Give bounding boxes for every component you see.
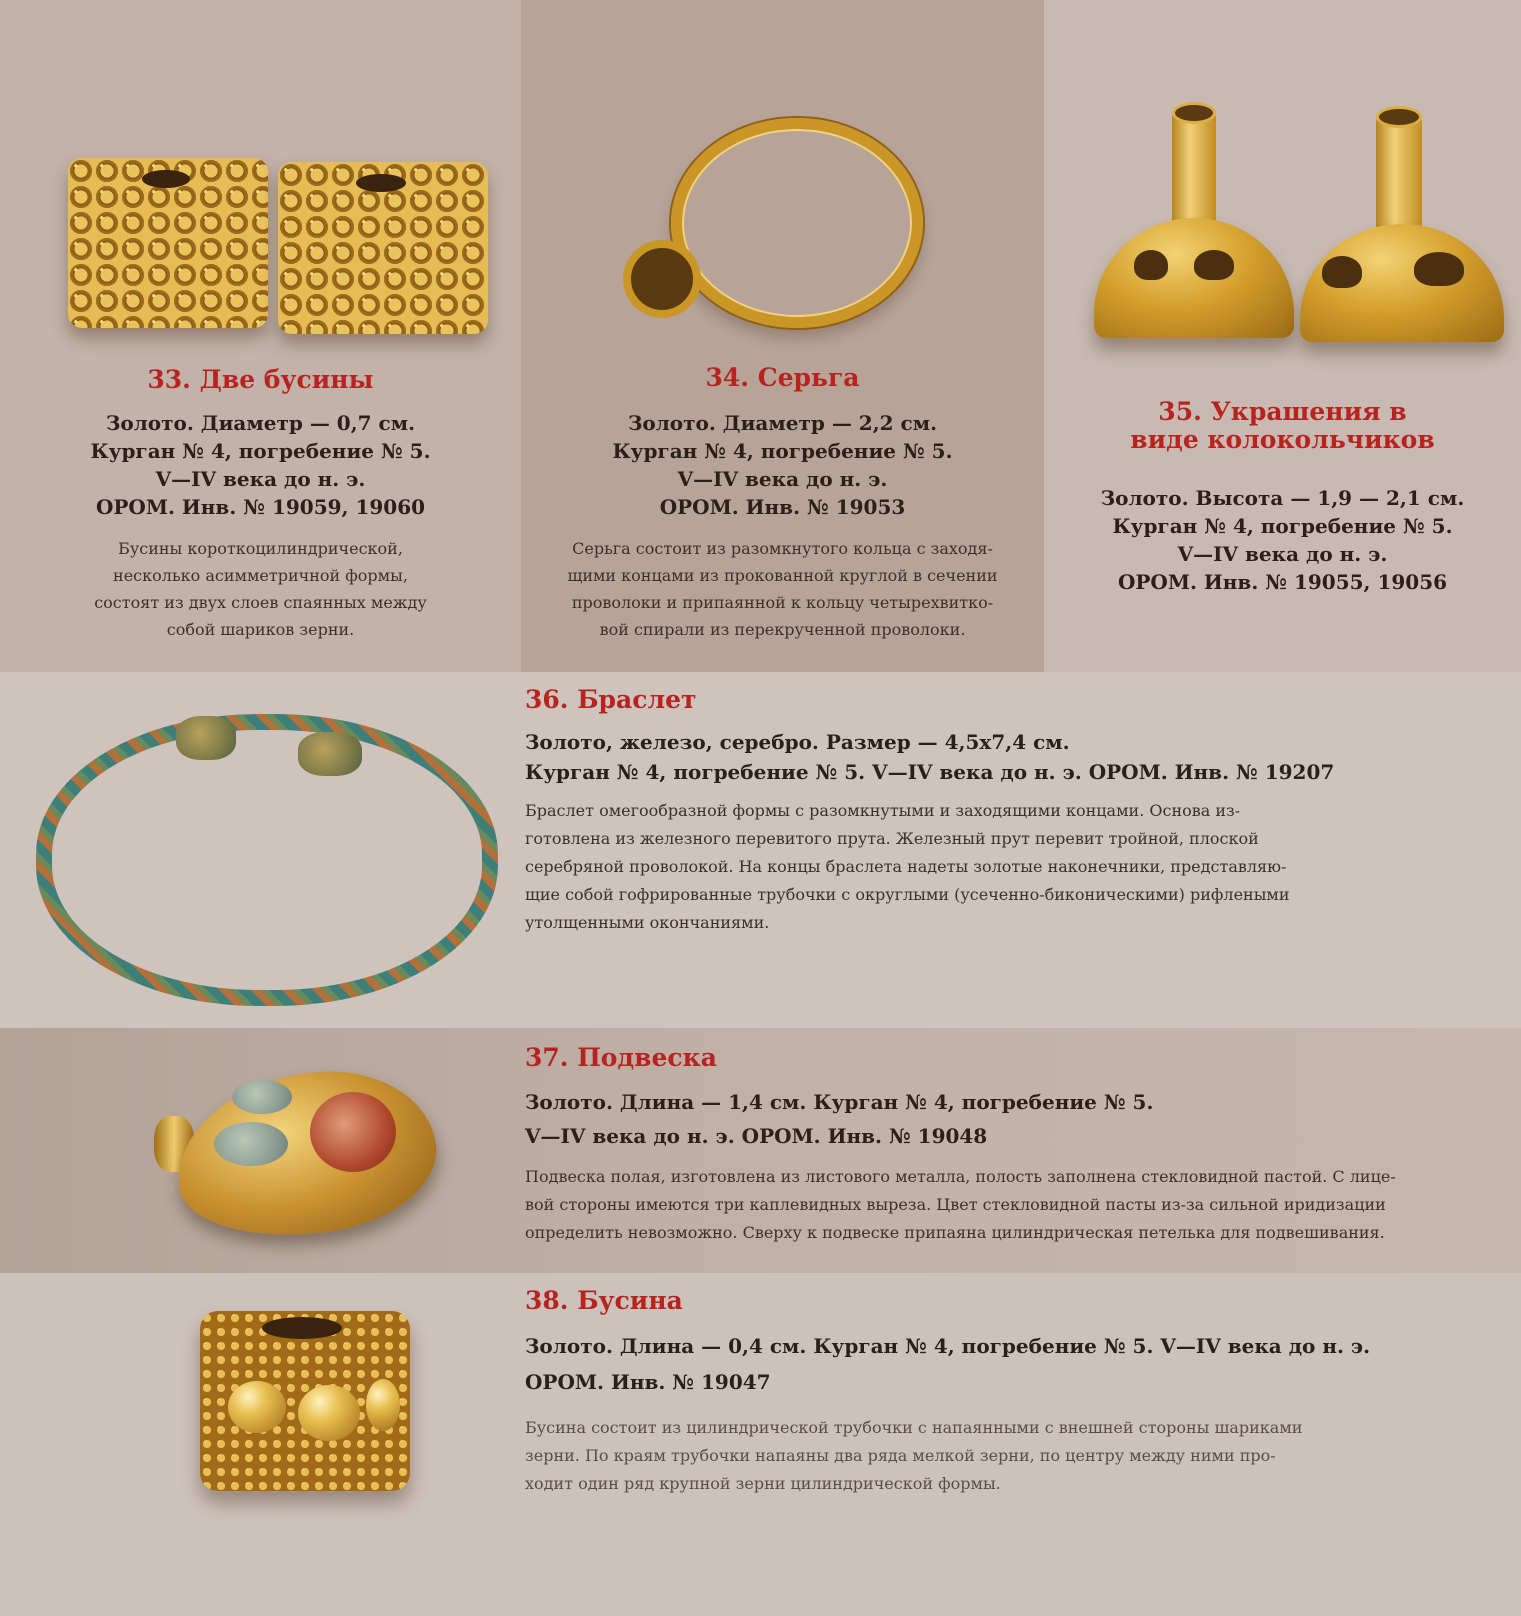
item-35-column: [1044, 0, 1521, 672]
item-36-photo-bracelet: [36, 702, 476, 992]
item-33-photo-two-gold-beads: [60, 140, 500, 340]
spec-line: ОРОМ. Инв. № 19047: [525, 1369, 771, 1394]
desc-line: щими концами из прокованной круглой в сечении: [567, 565, 998, 585]
spec-line: Золото. Диаметр — 2,2 см.: [627, 410, 938, 435]
item-35-photo-bell-ornaments: [1074, 100, 1514, 350]
spec-line: ОРОМ. Инв. № 19053: [659, 494, 906, 519]
desc-line: утолщенными окончаниями.: [525, 912, 770, 932]
desc-line: вой спирали из перекрученной проволоки.: [599, 619, 966, 639]
bead-hole: [262, 1317, 342, 1339]
bell-right-cutout: [1414, 252, 1464, 286]
item-37-description: [525, 1163, 1485, 1247]
bell-right-cutout: [1322, 256, 1362, 288]
desc-line: Бусины короткоцилиндрической,: [118, 538, 403, 558]
desc-line: состоят из двух слоев спаянных между: [94, 592, 427, 612]
item-38-caption: [525, 1287, 1485, 1498]
bell-left-cutout: [1194, 250, 1234, 280]
bell-right-tube: [1376, 114, 1422, 238]
spec-line: Курган № 4, погребение № 5.: [612, 438, 953, 463]
bell-left-tube-opening: [1172, 102, 1216, 124]
item-38-title: 38. Бусина: [525, 1286, 683, 1315]
bell-left-cup: [1094, 218, 1294, 338]
desc-line: несколько асимметричной формы,: [113, 565, 408, 585]
item-33-column: [0, 0, 521, 672]
bracelet-gold-tip-right: [298, 732, 362, 776]
item-36-title: 36. Браслет: [525, 685, 697, 714]
item-34-description: [521, 535, 1044, 643]
spec-line: V—IV века до н. э.: [1177, 542, 1388, 566]
item-38-photo-bead: [190, 1301, 430, 1501]
item-36-specs: [525, 727, 1485, 787]
title-line: 35. Украшения в: [1158, 397, 1407, 426]
item-37-section: [0, 1028, 1521, 1273]
bell-right-tube-opening: [1376, 106, 1422, 128]
bell-left-tube: [1172, 110, 1216, 230]
spec-line: Золото, железо, серебро. Размер — 4,5х7,4 см.: [525, 729, 1070, 754]
item-34-caption: [521, 364, 1044, 643]
spec-line: V—IV века до н. э. ОРОМ. Инв. № 19048: [525, 1123, 988, 1148]
desc-line: Серьга состоит из разомкнутого кольца с заходя-: [572, 538, 993, 558]
desc-line: Браслет омегообразной формы с разомкнутыми и заходящими концами. Основа из-: [525, 800, 1241, 820]
spec-line: Курган № 4, погребение № 5.: [1112, 514, 1453, 538]
desc-line: серебряной проволокой. На концы браслета надеты золотые наконечники, представляю-: [525, 856, 1287, 876]
item-34-photo-earring: [611, 100, 951, 340]
bell-left-cutout: [1134, 250, 1168, 280]
earring-spiral: [623, 240, 701, 318]
item-37-title: 37. Подвеска: [525, 1043, 717, 1072]
desc-line: Подвеска полая, изготовлена из листового металла, полость заполнена стекловидной пастой. С лице-: [525, 1166, 1396, 1186]
item-34-title: 34. Серьга: [705, 363, 860, 392]
title-line: виде колокольчиков: [1130, 425, 1435, 454]
desc-line: щие собой гофрированные трубочки с округлыми (усеченно-биконическими) рифлеными: [525, 884, 1290, 904]
spec-line: ОРОМ. Инв. № 19059, 19060: [95, 494, 426, 519]
spec-line: Золото. Диаметр — 0,7 см.: [105, 410, 416, 435]
item-33-specs: [0, 409, 521, 521]
item-38-specs: [525, 1328, 1485, 1400]
spec-line: Золото. Длина — 1,4 см. Курган № 4, погребение № 5.: [525, 1089, 1154, 1114]
item-34-column: [521, 0, 1044, 672]
spec-line: Курган № 4, погребение № 5. V—IV века до н. э. ОРОМ. Инв. № 19207: [525, 759, 1335, 784]
item-36-caption: [525, 686, 1485, 937]
item-35-specs: [1044, 484, 1521, 596]
item-33-caption: [0, 366, 521, 643]
item-38-section: [0, 1273, 1521, 1616]
item-33-title: 33. Две бусины: [147, 365, 374, 394]
desc-line: проволоки и припаянной к кольцу четырехвитко-: [571, 592, 994, 612]
desc-line: вой стороны имеются три каплевидных выреза. Цвет стекловидной пасты из-за сильной иридизации: [525, 1194, 1386, 1214]
pendant-cutout: [214, 1122, 288, 1166]
pendant-cutout: [232, 1080, 292, 1114]
bead-large-granule: [366, 1379, 400, 1431]
spec-line: V—IV века до н. э.: [155, 466, 366, 491]
spec-line: V—IV века до н. э.: [677, 466, 888, 491]
spec-line: Золото. Высота — 1,9 — 2,1 см.: [1100, 486, 1465, 510]
item-34-specs: [521, 409, 1044, 521]
item-36-description: [525, 797, 1485, 937]
spec-line: Золото. Длина — 0,4 см. Курган № 4, погребение № 5. V—IV века до н. э.: [525, 1333, 1371, 1358]
desc-line: собой шариков зерни.: [166, 619, 355, 639]
item-33-description: [0, 535, 521, 643]
pendant-body: [166, 1057, 446, 1252]
gold-bead-left-hole: [142, 170, 190, 188]
desc-line: Бусина состоит из цилиндрической трубочки с напаянными с внешней стороны шариками: [525, 1417, 1303, 1437]
spec-line: Курган № 4, погребение № 5.: [90, 438, 431, 463]
pendant-red-paste: [310, 1092, 396, 1172]
desc-line: определить невозможно. Сверху к подвеске припаяна цилиндрическая петелька для подвешивания.: [525, 1222, 1385, 1242]
gold-bead-right-hole: [356, 174, 406, 192]
item-37-specs: [525, 1085, 1485, 1153]
item-36-section: [0, 672, 1521, 1028]
spec-line: ОРОМ. Инв. № 19055, 19056: [1117, 570, 1448, 594]
bracelet-gold-tip-left: [176, 716, 236, 760]
bead-large-granule: [228, 1381, 286, 1433]
item-37-photo-pendant: [150, 1058, 450, 1248]
desc-line: ходит один ряд крупной зерни цилиндрической формы.: [525, 1473, 1001, 1493]
bracelet-twisted-hoop: [36, 714, 498, 1006]
item-35-caption: [1044, 398, 1521, 596]
item-35-title: [1044, 398, 1521, 454]
desc-line: готовлена из железного перевитого прута. Железный прут перевит тройной, плоской: [525, 828, 1259, 848]
top-section: [0, 0, 1521, 672]
desc-line: зерни. По краям трубочки напаяны два ряда мелкой зерни, по центру между ними про-: [525, 1445, 1276, 1465]
bead-large-granule: [298, 1385, 360, 1441]
item-37-caption: [525, 1044, 1485, 1247]
item-38-description: [525, 1414, 1485, 1498]
earring-ring: [671, 118, 923, 328]
